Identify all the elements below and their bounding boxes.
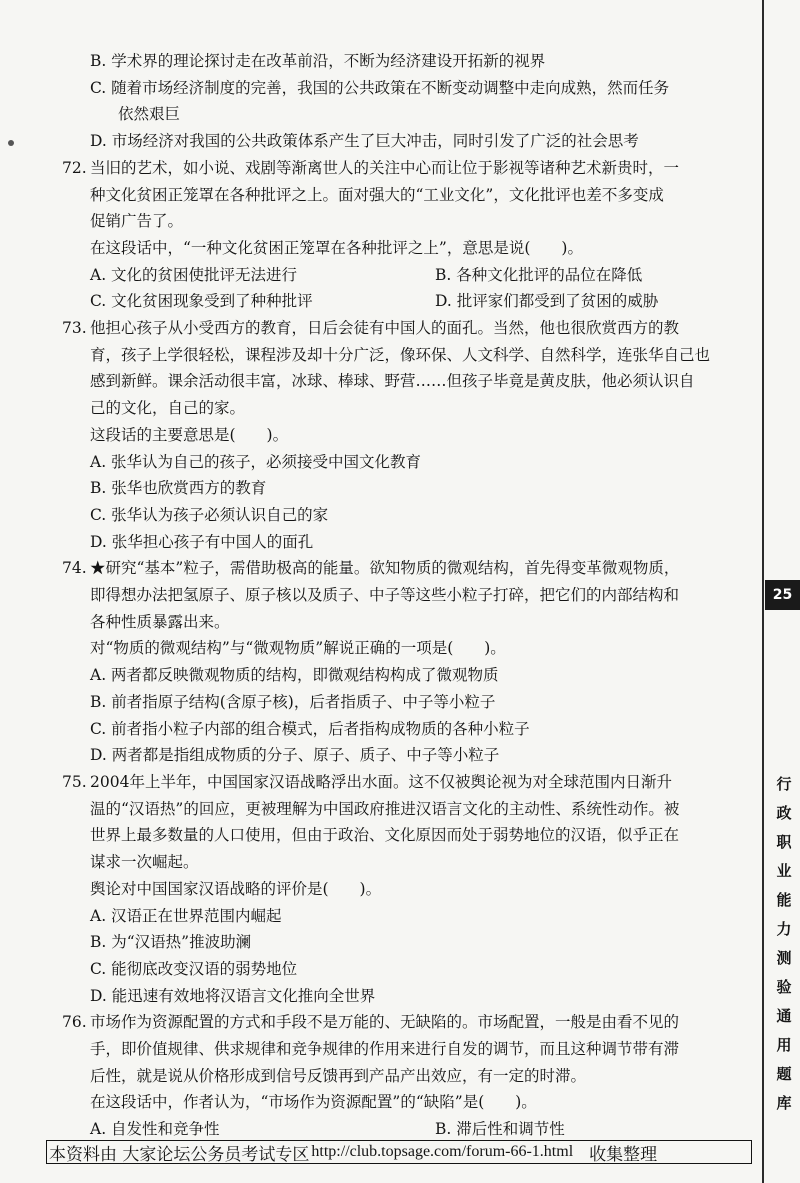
question-stem: 舆论对中国国家汉语战略的评价是( )。: [90, 879, 382, 898]
option-a: A. 张华认为自己的孩子，必须接受中国文化教育: [90, 452, 422, 471]
passage-line: 后性，就是说从价格形成到信号反馈再到产品产出效应，有一定的时滞。: [90, 1066, 587, 1085]
passage-line: 手，即价值规律、供求规律和竞争规律的作用来进行自发的调节，而且这种调节带有滞: [90, 1040, 680, 1059]
question-73: [62, 315, 732, 555]
option-a: A. 两者都反映微观物质的结构，即微观结构构成了微观物质: [90, 666, 499, 685]
passage-line: 2004年上半年，中国国家汉语战略浮出水面。这不仅被舆论视为对全球范围内日渐升: [90, 772, 672, 791]
side-title-char: 验: [776, 978, 792, 996]
question-content: [62, 48, 732, 1143]
footer-url-link[interactable]: http://club.topsage.com/forum-66-1.html: [311, 1143, 574, 1160]
passage-line: 己的文化，自己的家。: [90, 399, 246, 418]
option-c: C. 张华认为孩子必须认识自己的家: [90, 505, 329, 524]
question-number: 73.: [62, 319, 87, 338]
option-b: B. 为“汉语热”推波助澜: [90, 933, 252, 952]
option-b: B. 各种文化批评的品位在降低: [435, 265, 643, 284]
option-a: A. 文化的贫困使批评无法进行: [90, 265, 298, 284]
option-d: D. 张华担心孩子有中国人的面孔: [90, 532, 314, 551]
option-d: D. 两者都是指组成物质的分子、原子、质子、中子等小粒子: [90, 746, 500, 765]
option-c: C. 文化贫困现象受到了种种批评: [90, 292, 313, 311]
side-title-char: 题: [776, 1065, 792, 1083]
source-footer: [46, 1140, 752, 1164]
footer-suffix: 收集整理: [589, 1144, 658, 1164]
passage-line: 即得想办法把氢原子、原子核以及质子、中子等这些小粒子打碎，把它们的内部结构和: [90, 586, 680, 605]
question-stem: 对“物质的微观结构”与“微观物质”解说正确的一项是( )。: [90, 639, 506, 658]
option-d: D. 能迅速有效地将汉语言文化推向全世界: [90, 986, 376, 1005]
option-b: B. 学术界的理论探讨走在改革前沿，不断为经济建设开拓新的视界: [90, 52, 546, 70]
question-stem: 这段话的主要意思是( )。: [90, 425, 289, 444]
question-number: 75.: [62, 772, 87, 791]
question-74: [62, 555, 732, 769]
side-title-char: 测: [776, 949, 792, 967]
passage-line: 温的“汉语热”的回应，更被理解为中国政府推进汉语言文化的主动性、系统性动作。被: [90, 799, 680, 818]
scan-speck: [8, 140, 14, 146]
passage-line: 各种性质暴露出来。: [90, 612, 230, 631]
passage-line: 谋求一次崛起。: [90, 853, 199, 872]
side-title-char: 业: [776, 862, 792, 880]
passage-line: 种文化贫困正笼罩在各种批评之上。面对强大的“工业文化”，文化批评也差不多变成: [90, 185, 664, 204]
side-title-char: 能: [776, 891, 792, 909]
question-number: 72.: [62, 158, 87, 177]
passage-line: ★研究“基本”粒子，需借助极高的能量。欲知物质的微观结构，首先得变革微观物质，: [90, 559, 680, 578]
side-title-char: 库: [776, 1094, 792, 1112]
option-c: C. 随着市场经济制度的完善，我国的公共政策在不断变动调整中走向成熟，然而任务: [90, 78, 670, 97]
side-title: [770, 770, 798, 1118]
question-stem: 在这段话中，作者认为，“市场作为资源配置”的“缺陷”是( )。: [90, 1093, 537, 1112]
question-76: [62, 1009, 732, 1143]
passage-line: 他担心孩子从小受西方的教育，日后会徒有中国人的面孔。当然，他也很欣赏西方的教: [90, 319, 680, 338]
question-71-options: [62, 48, 732, 155]
passage-line: 感到新鲜。课余活动很丰富，冰球、棒球、野营……但孩子毕竟是黄皮肤，他必须认识自: [90, 372, 695, 391]
right-margin-rule: [762, 0, 764, 1183]
option-c-continued: 依然艰巨: [118, 105, 181, 124]
option-d: D. 批评家们都受到了贫困的威胁: [435, 292, 659, 311]
side-title-char: 行: [776, 775, 792, 793]
option-d: D. 市场经济对我国的公共政策体系产生了巨大冲击，同时引发了广泛的社会思考: [90, 132, 639, 151]
option-a: A. 汉语正在世界范围内崛起: [90, 906, 282, 925]
question-number: 76.: [62, 1013, 87, 1032]
question-72: [62, 155, 732, 315]
passage-line: 市场作为资源配置的方式和手段不是万能的、无缺陷的。市场配置，一般是由看不见的: [90, 1013, 680, 1032]
option-row: [62, 1116, 732, 1143]
side-title-char: 政: [776, 804, 792, 822]
option-row: [62, 288, 732, 315]
option-c: C. 前者指小粒子内部的组合模式，后者指构成物质的各种小粒子: [90, 719, 530, 738]
question-stem: 在这段话中，“一种文化贫困正笼罩在各种批评之上”，意思是说( )。: [90, 238, 583, 257]
option-b: B. 前者指原子结构(含原子核)，后者指质子、中子等小粒子: [90, 692, 496, 711]
passage-line: 当旧的艺术，如小说、戏剧等渐离世人的关注中心而让位于影视等诸种艺术新贵时，一: [90, 158, 680, 177]
side-title-char: 用: [776, 1036, 792, 1054]
option-b: B. 滞后性和调节性: [435, 1120, 565, 1139]
option-b: B. 张华也欣赏西方的教育: [90, 479, 267, 498]
question-75: [62, 769, 732, 1009]
page-number-tab: 25: [765, 580, 800, 610]
side-title-char: 职: [776, 833, 792, 851]
passage-line: 世界上最多数量的人口使用，但由于政治、文化原因而处于弱势地位的汉语，似乎正在: [90, 826, 680, 845]
side-title-char: 力: [776, 920, 792, 938]
option-row: [62, 262, 732, 289]
option-c: C. 能彻底改变汉语的弱势地位: [90, 959, 298, 978]
footer-prefix: 本资料由 大家论坛公务员考试专区: [49, 1144, 310, 1164]
side-title-char: 通: [776, 1007, 792, 1025]
passage-line: 促销广告了。: [90, 212, 184, 231]
question-number: 74.: [62, 559, 87, 578]
passage-line: 育，孩子上学很轻松，课程涉及却十分广泛，像环保、人文科学、自然科学，连张华自己也: [90, 345, 711, 364]
option-a: A. 自发性和竞争性: [90, 1120, 220, 1139]
